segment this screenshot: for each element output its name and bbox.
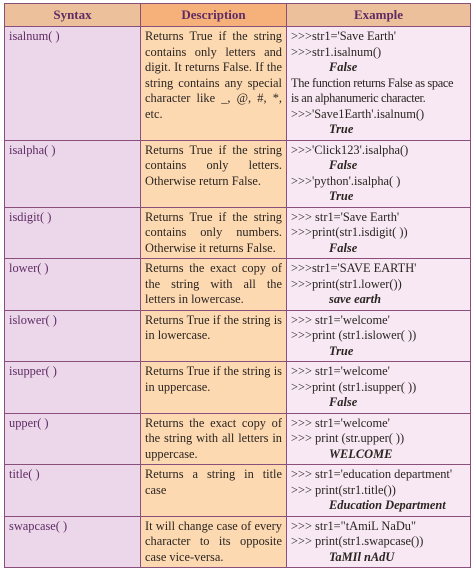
syntax-cell: isalpha( ): [5, 140, 141, 207]
example-result: False: [329, 395, 358, 409]
example-cell: [287, 465, 471, 517]
table-row: [5, 516, 471, 568]
description-cell: Returns the exact copy of the string with all the letters in lowercase.: [141, 259, 287, 311]
example-result: True: [329, 189, 354, 203]
example-cell: [287, 140, 471, 207]
example-cell: [287, 207, 471, 259]
example-code-line: >>>'Click123'.isalpha(): [291, 142, 409, 157]
syntax-cell: swapcase( ): [5, 516, 141, 568]
table-row: [5, 413, 471, 465]
example-note: is an alphanumeric character.: [291, 91, 426, 105]
example-result: Education Department: [329, 498, 446, 512]
table-row: [5, 362, 471, 414]
syntax-cell: islower( ): [5, 310, 141, 362]
example-code-line: >>>'Save1Earth'.isalnum(): [291, 106, 425, 121]
table-row: [5, 465, 471, 517]
example-code-line: >>>print (str1.islower( )): [291, 328, 417, 342]
example-cell: [287, 516, 471, 568]
example-code-line: >>>str1='Save Earth': [291, 29, 397, 43]
description-cell: Returns the exact copy of the string with all letters in uppercase.: [141, 413, 287, 465]
description-cell: Returns True if the string is in uppercase.: [141, 362, 287, 414]
example-code-line: >>> str1='welcome': [291, 364, 390, 378]
description-header: Description: [141, 4, 287, 27]
example-result: False: [329, 240, 358, 255]
table-body: [5, 27, 471, 568]
example-code-line: >>> print (str.upper( )): [291, 431, 405, 445]
example-code-line: >>> str1='education department': [291, 467, 453, 481]
example-cell: [287, 362, 471, 414]
syntax-cell: isdigit( ): [5, 207, 141, 259]
syntax-cell: isupper( ): [5, 362, 141, 414]
example-code-line: >>> str1="tAmiL NaDu": [291, 518, 417, 533]
example-code-line: >>> str1='welcome': [291, 312, 390, 327]
syntax-cell: title( ): [5, 465, 141, 517]
header-row: [5, 4, 471, 27]
example-cell: [287, 259, 471, 311]
syntax-cell: upper( ): [5, 413, 141, 465]
description-cell: Returns a string in title case: [141, 465, 287, 517]
description-cell: It will change case of every character to its opposite case vice-versa.: [141, 516, 287, 568]
example-code-line: >>>str1='SAVE EARTH': [291, 261, 417, 275]
example-code-line: >>> print(str1.title()): [291, 482, 396, 497]
description-cell: Returns True if the string is in lowercase.: [141, 310, 287, 362]
table-row: [5, 310, 471, 362]
example-code-line: >>>str1.isalnum(): [291, 44, 382, 59]
example-result: True: [329, 122, 354, 136]
table-row: [5, 27, 471, 141]
table-row: [5, 140, 471, 207]
example-result: True: [329, 343, 354, 358]
example-code-line: >>> str1='welcome': [291, 415, 390, 430]
example-result: TaMIl nAdU: [329, 549, 395, 564]
example-result: WELCOME: [329, 446, 393, 461]
example-code-line: >>>print (str1.isupper( )): [291, 379, 417, 394]
example-code-line: >>>'python'.isalpha( ): [291, 173, 401, 188]
example-code-line: >>> print(str1.swapcase()): [291, 534, 424, 548]
table-row: [5, 207, 471, 259]
example-header: Example: [287, 4, 471, 27]
description-cell: Returns True if the string contains only letters. Otherwise return False.: [141, 140, 287, 207]
description-cell: Returns True if the string contains only numbers. Otherwise it returns False.: [141, 207, 287, 259]
example-cell: [287, 27, 471, 141]
syntax-cell: lower( ): [5, 259, 141, 311]
example-code-line: >>>print(str1.isdigit( )): [291, 225, 408, 239]
example-code-line: >>> str1='Save Earth': [291, 209, 400, 224]
syntax-header: Syntax: [5, 4, 141, 27]
table-row: [5, 259, 471, 311]
syntax-cell: isalnum( ): [5, 27, 141, 141]
example-cell: [287, 310, 471, 362]
example-note: The function returns False as space: [291, 75, 454, 90]
description-cell: Returns True if the string contains only letters and digit. It returns False. If the string contains any special character like _, @, #, *, etc.: [141, 27, 287, 141]
example-result: False: [329, 60, 358, 74]
example-code-line: >>>print(str1.lower()): [291, 276, 402, 291]
string-methods-table: [4, 3, 471, 568]
example-result: save earth: [329, 292, 381, 306]
example-cell: [287, 413, 471, 465]
example-result: False: [329, 158, 358, 172]
